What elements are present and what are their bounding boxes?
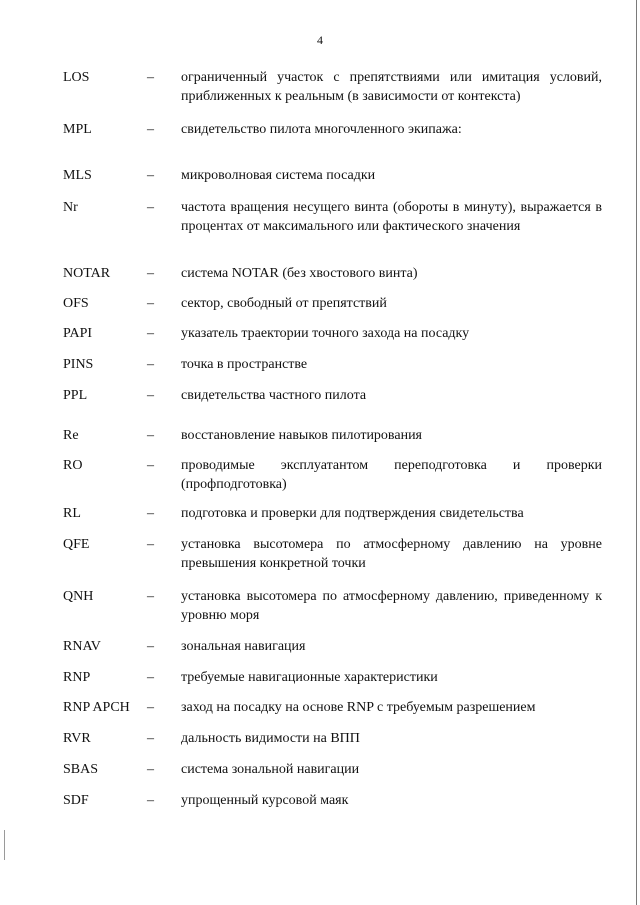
dash: – [147, 70, 154, 85]
abbreviation: MPL [63, 122, 92, 137]
abbreviation: RL [63, 506, 81, 521]
definition: точка в пространстве [181, 357, 308, 372]
definition: заход на посадку на основе RNP с требуемым разрешением [181, 700, 536, 715]
dash: – [147, 762, 154, 777]
definition: упрощенный курсовой маяк [181, 793, 349, 808]
definition: частота вращения несущего винта (обороты в минуту), выражается в процентах от максимального или фактического значения [181, 200, 602, 234]
dash: – [147, 639, 154, 654]
definition: микроволновая система посадки [181, 168, 376, 183]
abbreviation: PINS [63, 357, 94, 372]
abbreviation: PAPI [63, 326, 93, 341]
dash: – [147, 670, 154, 685]
definition: проводимые эксплуатантом переподготовка и проверки (профподготовка) [181, 458, 602, 492]
dash: – [147, 700, 154, 715]
dash: – [147, 388, 154, 403]
definition: указатель траектории точного захода на посадку [181, 326, 470, 341]
abbreviation: NOTAR [63, 266, 111, 281]
dash: – [147, 731, 154, 746]
abbreviation: SBAS [63, 762, 99, 777]
dash: – [147, 200, 154, 215]
abbreviation: RO [63, 458, 83, 473]
dash: – [147, 326, 154, 341]
scan-edge-mark [4, 830, 5, 860]
dash: – [147, 458, 154, 473]
definition: подготовка и проверки для подтверждения свидетельства [181, 506, 524, 521]
definition: ограниченный участок с препятствиями или имитация условий, приближенных к реальным (в зависимости от контекста) [181, 70, 602, 104]
definition: свидетельство пилота многочленного экипажа: [181, 122, 462, 137]
dash: – [147, 506, 154, 521]
abbreviation: PPL [63, 388, 88, 403]
abbreviation: MLS [63, 168, 92, 183]
definition: сектор, свободный от препятствий [181, 296, 387, 311]
abbreviation: QFE [63, 537, 90, 552]
dash: – [147, 793, 154, 808]
definition: система NOTAR (без хвостового винта) [181, 266, 418, 281]
abbreviation: QNH [63, 589, 94, 604]
definition: свидетельства частного пилота [181, 388, 367, 403]
definition: требуемые навигационные характеристики [181, 670, 438, 685]
dash: – [147, 537, 154, 552]
abbreviation: LOS [63, 70, 90, 85]
dash: – [147, 266, 154, 281]
abbreviation: SDF [63, 793, 89, 808]
dash: – [147, 428, 154, 443]
definition: установка высотомера по атмосферному давлению на уровне превышения конкретной точки [181, 537, 602, 571]
dash: – [147, 122, 154, 137]
definition: дальность видимости на ВПП [181, 731, 360, 746]
scan-edge-mark [636, 0, 637, 905]
dash: – [147, 589, 154, 604]
dash: – [147, 357, 154, 372]
abbreviation: RNP [63, 670, 91, 685]
dash: – [147, 296, 154, 311]
abbreviation: OFS [63, 296, 89, 311]
definition: система зональной навигации [181, 762, 360, 777]
dash: – [147, 168, 154, 183]
abbreviation: RNAV [63, 639, 101, 654]
abbreviation: RVR [63, 731, 91, 746]
definition: восстановление навыков пилотирования [181, 428, 422, 443]
definition: установка высотомера по атмосферному давлению, приведенному к уровню моря [181, 589, 602, 623]
abbreviation: RNP APCH [63, 700, 130, 715]
page-number: 4 [317, 33, 323, 47]
abbreviation: Nr [63, 200, 78, 215]
definition: зональная навигация [181, 639, 306, 654]
abbreviation: Re [63, 428, 79, 443]
